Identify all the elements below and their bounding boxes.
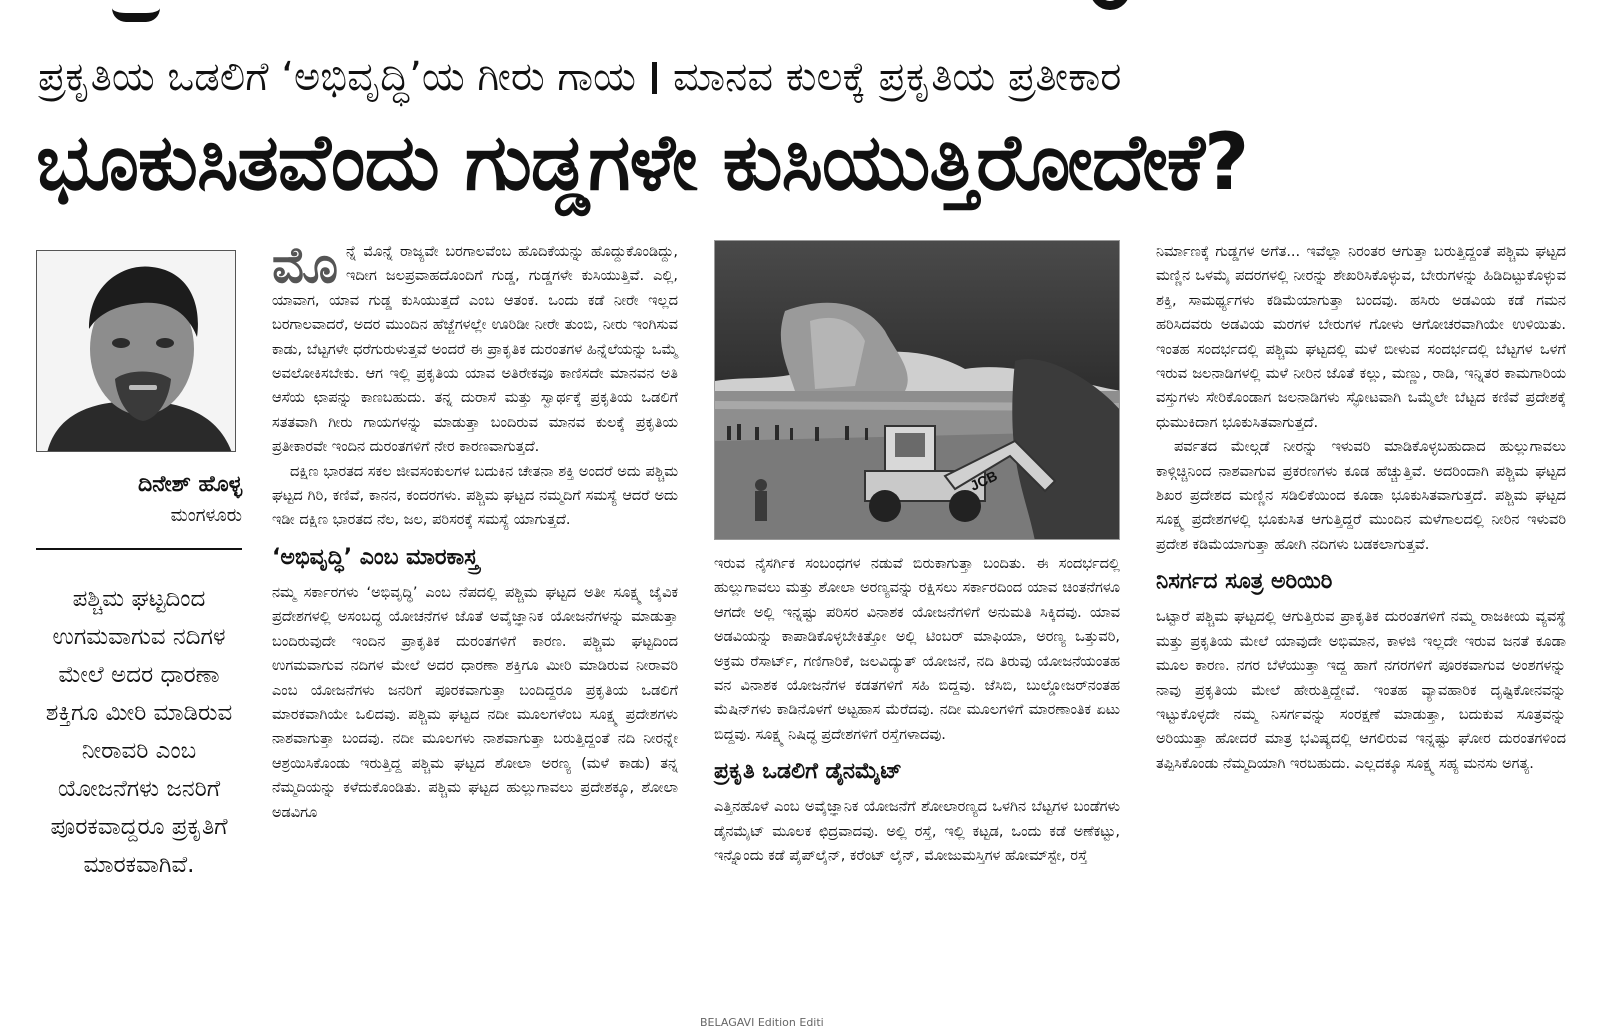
kicker-separator <box>652 62 657 94</box>
headline: ಭೂಕುಸಿತವೆಂದು ಗುಡ್ಡಗಳೇ ಕುಸಿಯುತ್ತಿರೋದೇಕೆ? <box>36 118 1249 208</box>
edition-footer: BELAGAVI Edition Editi <box>700 1016 824 1029</box>
subheading: ನಿಸರ್ಗದ ಸೂತ್ರ ಅರಿಯಿರಿ <box>1156 569 1333 595</box>
masthead-glyph <box>1090 0 1130 10</box>
pull-quote: ಪಶ್ಚಿಮ ಘಟ್ಟದಿಂದ ಉಗಮವಾಗುವ ನದಿಗಳ ಮೇಲೆ ಅದರ ಧಾರಣಾ ಶಕ್ತಿಗೂ ಮೀರಿ ಮಾಡಿರುವ ನೀರಾವರಿ ಎಂಬ ಯೋಜನೆಗಳು ಜನರಿಗೆ ಪೂರಕವಾದ್ದರೂ ಪ್ರಕೃತಿಗೆ ಮಾರಕವಾಗಿವೆ. <box>45 586 233 878</box>
landslide-photo <box>714 240 1120 540</box>
paragraph: ಇರುವ ನೈಸರ್ಗಿಕ ಸಂಬಂಧಗಳ ನಡುವೆ ಬಿರುಕಾಗುತ್ತಾ ಬಂದಿತು. ಈ ಸಂದರ್ಭದಲ್ಲಿ ಹುಲ್ಲುಗಾವಲು ಮತ್ತು ಶೋಲಾ ಅರಣ್ಯವನ್ನು ರಕ್ಷಿಸಲು ಸರ್ಕಾರದಿಂದ ಯಾವ ಚಿಂತನೆಗಳೂ ಆಗದೇ ಅಲ್ಲಿ ಇನ್ನಷ್ಟು ಪರಿಸರ ವಿನಾಶಕ ಯೋಜನೆಗಳಿಗೆ ಅನುಮತಿ ಸಿಕ್ಕಿದವು. ಯಾವ ಅಡವಿಯನ್ನು ಕಾಪಾಡಿಕೊಳ್ಳಬೇಕಿತ್ತೋ ಅಲ್ಲಿ ಟಿಂಬರ್ ಮಾಫಿಯಾ, ಅರಣ್ಯ ಒತ್ತುವರಿ, ಅಕ್ರಮ ರೆಸಾರ್ಟ್, ಗಣಿಗಾರಿಕೆ, ಜಲವಿದ್ಯುತ್ ಯೋಜನೆ, ನದಿ ತಿರುವು ಯೋಜನೆಯಂತಹ ವನ ವಿನಾಶಕ ಯೋಜನೆಗಳ ಕಡತಗಳಿಗೆ ಸಹಿ ಬಿದ್ದವು. ಜೆಸಿಬಿ, ಬುಲ್ಡೋಜರ್‌ನಂತಹ ಮೆಷಿನ್‌ಗಳು ಕಾಡಿನೊಳಗೆ ಅಟ್ಟಹಾಸ ಮೆರೆದವು. ನದೀ ಮೂಲಗಳಿಗೆ ಮಾರಣಾಂತಿಕ ಏಟು ಬಿದ್ದವು. ಸೂಕ್ಷ್ಮ ನಿಷಿದ್ಧ ಪ್ರದೇಶಗಳಿಗೆ ರಸ್ತೆಗಳಾದವು. <box>714 556 1120 743</box>
landslide-scene <box>715 241 1120 540</box>
article-column-1 <box>272 236 678 825</box>
masthead-glyph <box>112 0 160 22</box>
paragraph: ದಕ್ಷಿಣ ಭಾರತದ ಸಕಲ ಜೀವಸಂಕುಲಗಳ ಬದುಕಿನ ಚೇತನಾ ಶಕ್ತಿ ಅಂದರೆ ಅದು ಪಶ್ಚಿಮ ಘಟ್ಟದ ಗಿರಿ, ಕಣಿವೆ, ಕಾನನ, ಕಂದರಗಳು. ಪಶ್ಚಿಮ ಘಟ್ಟದ ನಮ್ಮದಿಗೆ ಸಮಸ್ಯೆ ಆದರೆ ಅದು ಇಡೀ ದಕ್ಷಿಣ ಭಾರತದ ನೆಲ, ಜಲ, ಪರಿಸರಕ್ಕೆ ಸಮಸ್ಯೆ ಯಾಗುತ್ತದೆ. <box>272 463 678 529</box>
paragraph <box>272 236 678 460</box>
article-column-3 <box>1156 240 1566 776</box>
paragraph: ಪರ್ವತದ ಮೇಲ್ಗಡೆ ನೀರನ್ನು ಇಳುವರಿ ಮಾಡಿಕೊಳ್ಳಬಹುದಾದ ಹುಲ್ಲುಗಾವಲು ಕಾಳ್ಗಿಚ್ಚಿನಿಂದ ನಾಶವಾಗುವ ಪ್ರಕರಣಗಳು ಕೂಡ ಹೆಚ್ಚುತ್ತಿವೆ. ಅದರಿಂದಾಗಿ ಪಶ್ಚಿಮ ಘಟ್ಟದ ಶಿಖರ ಪ್ರದೇಶದ ಮಣ್ಣಿನ ಸಡಿಲಿಕೆಯಿಂದ ಕೂಡಾ ಭೂಕುಸಿತವಾಗುತ್ತದೆ. ಪಶ್ಚಿಮ ಘಟ್ಟದ ಸೂಕ್ಷ್ಮ ಪ್ರದೇಶಗಳಲ್ಲಿ ಭೂಕುಸಿತ ಆಗುತ್ತಿದ್ದರೆ ಮುಂದಿನ ಮಳೆಗಾಲದಲ್ಲಿ ನೀರಿನ ಇಳುವರಿ ಪ್ರದೇಶ ಕಡಿಮೆಯಾಗುತ್ತಾ ಹೋಗಿ ನದಿಗಳು ಬಡಕಲಾಗುತ್ತವೆ. <box>1156 439 1566 553</box>
paragraph: ಎತ್ತಿನಹೊಳೆ ಎಂಬ ಅವೈಜ್ಞಾನಿಕ ಯೋಜನೆಗೆ ಶೋಲಾರಣ್ಯದ ಒಳಗಿನ ಬೆಟ್ಟಗಳ ಬಂಡೆಗಳು ಡೈನಮೈಟ್ ಮೂಲಕ ಛಿದ್ರವಾದವು. ಅಲ್ಲಿ ರಸ್ತೆ, ಇಲ್ಲಿ ಕಟ್ಟಡ, ಒಂದು ಕಡೆ ಅಣೆಕಟ್ಟು, ಇನ್ನೊಂದು ಕಡೆ ಪೈಪ್‌ಲೈನ್, ಕರೆಂಟ್ ಲೈನ್, ಮೋಜುಮಸ್ತಿಗಳ ಹೋಮ್‌ಸ್ಟೇ, ರಸ್ತೆ <box>714 799 1120 865</box>
author-place: ಮಂಗಳೂರು <box>170 505 242 526</box>
article-column-2 <box>714 240 1120 868</box>
kicker-right: ಮಾನವ ಕುಲಕ್ಕೆ ಪ್ರಕೃತಿಯ ಪ್ರತೀಕಾರ <box>673 54 1122 100</box>
author-portrait <box>37 251 236 452</box>
subheading: ಪ್ರಕೃತಿ ಒಡಲಿಗೆ ಡೈನಮೈಟ್ <box>714 759 902 785</box>
paragraph: ಒಟ್ಟಾರೆ ಪಶ್ಚಿಮ ಘಟ್ಟದಲ್ಲಿ ಆಗುತ್ತಿರುವ ಪ್ರಾಕೃತಿಕ ದುರಂತಗಳಿಗೆ ನಮ್ಮ ರಾಜಕೀಯ ವ್ಯವಸ್ಥೆ ಮತ್ತು ಪ್ರಕೃತಿಯ ಮೇಲೆ ಯಾವುದೇ ಅಭಿಮಾನ, ಕಾಳಜಿ ಇಲ್ಲದೇ ಇರುವ ಜನತೆ ಕೂಡಾ ಮೂಲ ಕಾರಣ. ನಗರ ಬೆಳೆಯುತ್ತಾ ಇದ್ದ ಹಾಗೆ ನಗರಗಳಿಗೆ ಪೂರಕವಾಗುವ ಅಂಶಗಳನ್ನು ನಾವು ಪ್ರಕೃತಿಯ ಮೇಲೆ ಹೇರುತ್ತಿದ್ದೇವೆ. ಇಂತಹ ವ್ಯಾವಹಾರಿಕ ದೃಷ್ಟಿಕೋನವನ್ನು ಇಟ್ಟುಕೊಳ್ಳದೇ ನಮ್ಮ ನಿಸರ್ಗವನ್ನು ಸಂರಕ್ಷಣೆ ಮಾಡುತ್ತಾ, ಬದುಕುವ ಸೂತ್ರವನ್ನು ಅರಿಯುತ್ತಾ ಹೋದರೆ ಮಾತ್ರ ಭವಿಷ್ಯದಲ್ಲಿ ಆಗಲಿರುವ ಇನ್ನಷ್ಟು ಘೋರ ದುರಂತಗಳಿಂದ ತಪ್ಪಿಸಿಕೊಂಡು ನೆಮ್ಮದಿಯಾಗಿ ಇರಬಹುದು. ಎಲ್ಲದಕ್ಕೂ ಸೂಕ್ಷ್ಮ ಸಹ್ಯ ಮನಸು ಅಗತ್ಯ. <box>1156 609 1566 772</box>
kicker <box>38 52 1568 102</box>
paragraph-text: ನ್ನೆ ಮೊನ್ನೆ ರಾಜ್ಯವೇ ಬರಗಾಲವೆಂಬ ಹೊದಿಕೆಯನ್ನು ಹೊದ್ದುಕೊಂಡಿದ್ದು, ಇದೀಗ ಜಲಪ್ರವಾಹದೊಂದಿಗೆ ಗುಡ್ಡ, ಗುಡ್ಡಗಳೇ ಕುಸಿಯುತ್ತಿವೆ. ಎಲ್ಲಿ, ಯಾವಾಗ, ಯಾವ ಗುಡ್ಡ ಕುಸಿಯುತ್ತದೆ ಎಂಬ ಆತಂಕ. ಒಂದು ಕಡೆ ನೀರೇ ಇಲ್ಲದ ಬರಗಾಲವಾದರೆ, ಅದರ ಮುಂದಿನ ಹೆಜ್ಜೆಗಳಲ್ಲೇ ಊರಿಡೀ ನೀರೇ ತುಂಬಿ, ನೀರು ಇಂಗಿಸುವ ಕಾಡು, ಬೆಟ್ಟಗಳೇ ಧರೆಗುರುಳುತ್ತವೆ ಅಂದರೆ ಈ ಪ್ರಾಕೃತಿಕ ದುರಂತಗಳ ಹಿನ್ನೆಲೆಯನ್ನು ಒಮ್ಮೆ ಅವಲೋಕಿಸಬೇಕು. ಆಗ ಇಲ್ಲಿ ಪ್ರಕೃತಿಯ ಯಾವ ಅತಿರೇಕವೂ ಕಾಣಿಸದೇ ಮಾನವನ ಅತಿ ಆಸೆಯ ಛಾಪನ್ನು ಕಾಣಬಹುದು. ತನ್ನ ದುರಾಸೆ ಮತ್ತು ಸ್ವಾರ್ಥಕ್ಕೆ ಪ್ರಕೃತಿಯ ಒಡಲಿಗೆ ಸತತವಾಗಿ ಗೀರು ಗಾಯಗಳನ್ನು ಮಾಡುತ್ತಾ ಬಂದಿರುವ ಮಾನವ ಕುಲಕ್ಕೆ ಪ್ರಕೃತಿಯ ಪ್ರತೀಕಾರವೇ ಇಂದಿನ ದುರಂತಗಳಿಗೆ ನೇರ ಕಾರಣವಾಗುತ್ತದೆ. <box>272 244 678 456</box>
kicker-left: ಪ್ರಕೃತಿಯ ಒಡಲಿಗೆ ‘ಅಭಿವೃದ್ಧಿ’ಯ ಗೀರು ಗಾಯ <box>38 54 637 100</box>
subheading: ‘ಅಭಿವೃದ್ಧಿ’ ಎಂಬ ಮಾರಕಾಸ್ತ್ರ <box>272 544 479 570</box>
paragraph: ನಿರ್ಮಾಣಕ್ಕೆ ಗುಡ್ಡಗಳ ಅಗೆತ... ಇವೆಲ್ಲಾ ನಿರಂತರ ಆಗುತ್ತಾ ಬರುತ್ತಿದ್ದಂತೆ ಪಶ್ಚಿಮ ಘಟ್ಟದ ಮಣ್ಣಿನ ಒಳಮೈ ಪದರಗಳಲ್ಲಿ ನೀರನ್ನು ಶೇಖರಿಸಿಕೊಳ್ಳುವ, ಬೇರುಗಳನ್ನು ಹಿಡಿದಿಟ್ಟುಕೊಳ್ಳುವ ಶಕ್ತಿ, ಸಾಮರ್ಥ್ಯಗಳು ಕಡಿಮೆಯಾಗುತ್ತಾ ಬಂದವು. ಹಸಿರು ಅಡವಿಯ ಕಡೆ ಗಮನ ಹರಿಸಿದವರು ಅಡವಿಯ ಮರಗಳ ಬೇರುಗಳ ಗೋಳು ಆಗೋಚರವಾಗಿಯೇ ಉಳಿಯಿತು. ಇಂತಹ ಸಂದರ್ಭದಲ್ಲಿ ಪಶ್ಚಿಮ ಘಟ್ಟದಲ್ಲಿ ಮಳೆ ಬೀಳುವ ಸಂದರ್ಭದಲ್ಲಿ ಬೆಟ್ಟಗಳ ಒಳಗೆ ಇರುವ ಜಲನಾಡಿಗಳಲ್ಲಿ ಮಳೆ ನೀರಿನ ಜೊತೆ ಕಲ್ಲು, ಮಣ್ಣು, ರಾಡಿ, ಇನ್ನಿತರ ಕಾಮಗಾರಿಯ ವಸ್ತುಗಳು ಸೇರಿಕೊಂಡಾಗ ಜಲನಾಡಿಗಳು ಸ್ಫೋಟವಾಗಿ ಒಮ್ಮೆಲೇ ಬೆಟ್ಟದ ಕಣಿವೆ ಪ್ರದೇಶಕ್ಕೆ ಧುಮುಕಿದಾಗ ಭೂಕುಸಿತವಾಗುತ್ತದೆ. <box>1156 244 1566 431</box>
author-name: ದಿನೇಶ್ ಹೊಳ್ಳ <box>138 472 242 497</box>
divider <box>36 548 242 550</box>
paragraph: ನಮ್ಮ ಸರ್ಕಾರಗಳು ‘ಅಭಿವೃದ್ಧಿ’ ಎಂಬ ನೆಪದಲ್ಲಿ ಪಶ್ಚಿಮ ಘಟ್ಟದ ಅತೀ ಸೂಕ್ಷ್ಮ ಜೈವಿಕ ಪ್ರದೇಶಗಳಲ್ಲಿ ಅಸಂಬದ್ಧ ಯೋಚನೆಗಳ ಜೊತೆ ಅವೈಜ್ಞಾನಿಕ ಯೋಜನೆಗಳನ್ನು ಮಾಡುತ್ತಾ ಬಂದಿರುವುದೇ ಇಂದಿನ ಪ್ರಾಕೃತಿಕ ದುರಂತಗಳಿಗೆ ಕಾರಣ. ಪಶ್ಚಿಮ ಘಟ್ಟದಿಂದ ಉಗಮವಾಗುವ ನದಿಗಳ ಮೇಲೆ ಅದರ ಧಾರಣಾ ಶಕ್ತಿಗೂ ಮೀರಿ ಮಾಡಿರುವ ನೀರಾವರಿ ಎಂಬ ಯೋಜನೆಗಳು ಜನರಿಗೆ ಪೂರಕವಾಗುತ್ತಾ ಬಂದಿದ್ದರೂ ಪ್ರಕೃತಿಯ ಒಡಲಿಗೆ ಮಾರಕವಾಗಿಯೇ ಒಲಿದವು. ಪಶ್ಚಿಮ ಘಟ್ಟದ ನದೀ ಮೂಲಗಳೆಂಬ ಸೂಕ್ಷ್ಮ ಪ್ರದೇಶಗಳು ನಾಶವಾಗುತ್ತಾ ಬಂದವು. ನದೀ ಮೂಲಗಳು ನಾಶವಾಗುತ್ತಾ ಬರುತ್ತಿದ್ದಂತೆ ನದಿ ನೀರನ್ನೇ ಆಶ್ರಯಿಸಿಕೊಂಡು ಇರುತ್ತಿದ್ದ ಪಶ್ಚಿಮ ಘಟ್ಟದ ಶೋಲಾ ಅರಣ್ಯ (ಮಳೆ ಕಾಡು) ತನ್ನ ನೆಮ್ಮದಿಯನ್ನು ಕಳೆದುಕೊಂಡಿತು. ಪಶ್ಚಿಮ ಘಟ್ಟದ ಹುಲ್ಲುಗಾವಲು ಪ್ರದೇಶಕ್ಕೂ, ಶೋಲಾ ಅಡವಿಗೂ <box>272 584 678 821</box>
machine-brand: JCB <box>967 467 1000 494</box>
masthead-fragment <box>0 0 1600 40</box>
author-photo <box>36 250 236 452</box>
drop-cap: ಮೊ <box>272 236 338 294</box>
